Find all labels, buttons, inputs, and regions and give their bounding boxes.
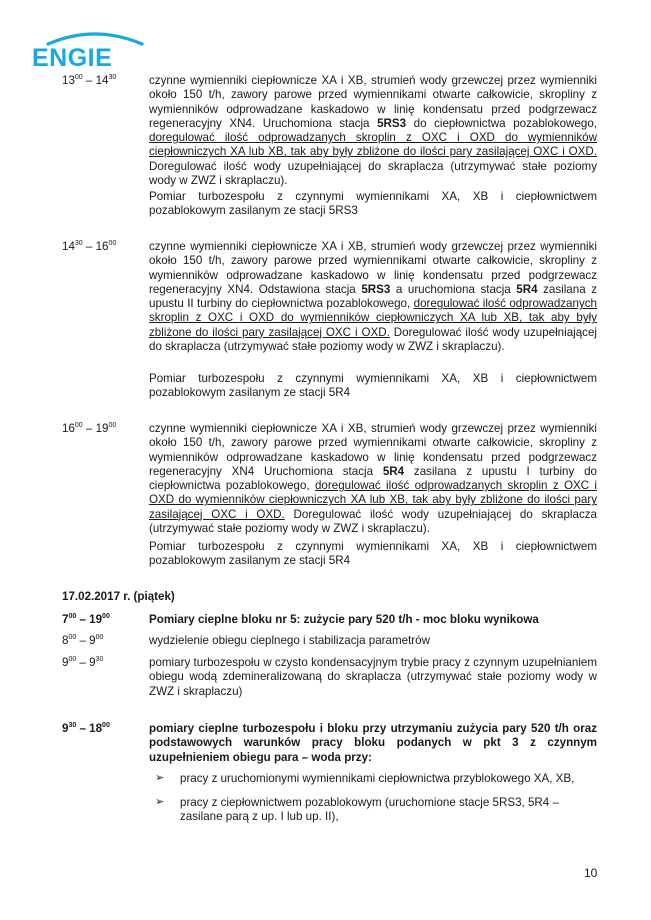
- arrow-bullet-icon: ➢: [155, 772, 165, 784]
- logo-wordmark: ENGIE: [32, 44, 113, 70]
- day-time-4: $9^{30} - 18^{00}$: [62, 722, 110, 735]
- day-item-4: pomiary cieplne turbozespołu i bloku przy utrzymaniu zużycia pary 520 t/h oraz podstawowych warunków pracy bloku podanych w pkt 3 z czynnym uzupełnieniem obiegu para – woda przy:: [149, 722, 597, 764]
- time-range-2: $14^{30} - 16^{00}$: [62, 240, 117, 253]
- block-2-measurement: Pomiar turbozespołu z czynnymi wymiennikami XA, XB i ciepłownictwem pozablokowym zasilanym ze stacji 5R4: [149, 372, 597, 400]
- block-1-measurement: Pomiar turbozespołu z czynnymi wymiennikami XA, XB i ciepłownictwem pozablokowym zasilanym ze stacji 5RS3: [149, 190, 597, 218]
- time-range-3: $16^{00} - 19^{00}$: [62, 422, 117, 435]
- page-number: 10: [584, 866, 598, 880]
- bullet-item-1: pracy z uruchomionymi wymiennikami ciepłownictwa przyblokowego XA, XB,: [180, 772, 575, 785]
- day-item-2: wydzielenie obiegu cieplnego i stabilizacja parametrów: [149, 634, 430, 647]
- block-3-measurement: Pomiar turbozespołu z czynnymi wymiennikami XA, XB i ciepłownictwem pozablokowym zasilanym ze stacji 5R4: [149, 540, 597, 568]
- day-time-3: $9^{00} - 9^{30}$: [62, 656, 104, 669]
- day-item-1: Pomiary cieplne bloku nr 5: zużycie pary 520 t/h - moc bloku wynikowa: [149, 613, 539, 626]
- day-time-1: $7^{00} - 19^{00}$: [62, 613, 110, 626]
- date-heading: 17.02.2017 r. (piątek): [62, 590, 175, 603]
- day-item-3: pomiary turbozespołu w czysto kondensacyjnym trybie pracy z czynnym uzupełnianiem obiegu wodą zdemineralizowaną do skraplacza (utrzymywać stałe poziomy wody w ZWZ i skraplaczu): [149, 656, 597, 698]
- arrow-bullet-icon: ➢: [155, 796, 165, 808]
- time-range-1: $13^{00} - 14^{30}$: [62, 74, 117, 87]
- block-1-description: czynne wymienniki ciepłownicze XA i XB, strumień wody grzewczej przez wymienniki około 150 t/h, zawory parowe przed wymiennikami otwarte całkowicie, skropliny z wymienników odprowadzane kaskadowo w linię kondensatu przed podgrzewacz regeneracyjny XN4. Uruchomiona stacja 5RS3 do ciepłownictwa pozablokowego, doregulować ilość odprowadzanych skroplin z OXC i OXD do wymienników ciepłowniczych XA lub XB, tak aby były zbliżone do ilości pary zasilającej OXC i OXD. Doregulować ilość wody uzupełniającej do skraplacza (utrzymywać stałe poziomy wody w ZWZ i skraplaczu).: [149, 74, 597, 188]
- bullet-item-2: pracy z ciepłownictwem pozablokowym (uruchomione stacje 5RS3, 5R4 – zasilane parą z up. I lub up. II),: [180, 796, 559, 824]
- block-3-description: czynne wymienniki ciepłownicze XA i XB, strumień wody grzewczej przez wymienniki około 150 t/h, zawory parowe przed wymiennikami otwarte całkowicie, skropliny z wymienników odprowadzane kaskadowo w linię kondensatu przed podgrzewacz regeneracyjny XN4 Uruchomiona stacja 5R4 zasilana z upustu I turbiny do ciepłownictwa pozablokowego, doregulować ilość odprowadzanych skroplin z OXC i OXD do wymienników ciepłowniczych XA lub XB, tak aby były zbliżone do ilości pary zasilającej OXC i OXD. Doregulować ilość wody uzupełniającej do skraplacza (utrzymywać stałe poziomy wody w ZWZ i skraplaczu).: [149, 422, 598, 536]
- block-2-description: czynne wymienniki ciepłownicze XA i XB, strumień wody grzewczej przez wymienniki około 150 t/h, zawory parowe przed wymiennikami otwarte całkowicie, skropliny z wymienników odprowadzane kaskadowo w linię kondensatu przed podgrzewacz regeneracyjny XN4. Odstawiona stacja 5RS3 a uruchomiona stacja 5R4 zasilana z upustu II turbiny do ciepłownictwa pozablokowego, doregulować ilość odprowadzanych skroplin z OXC i OXD do wymienników ciepłowniczych XA lub XB, tak aby były zbliżone do ilości pary zasilającej OXC i OXD. Doregulować ilość wody uzupełniającej do skraplacza (utrzymywać stałe poziomy wody w ZWZ i skraplaczu).: [149, 240, 597, 354]
- day-time-2: $8^{00} - 9^{00}$: [62, 634, 104, 647]
- engie-logo: [30, 30, 160, 70]
